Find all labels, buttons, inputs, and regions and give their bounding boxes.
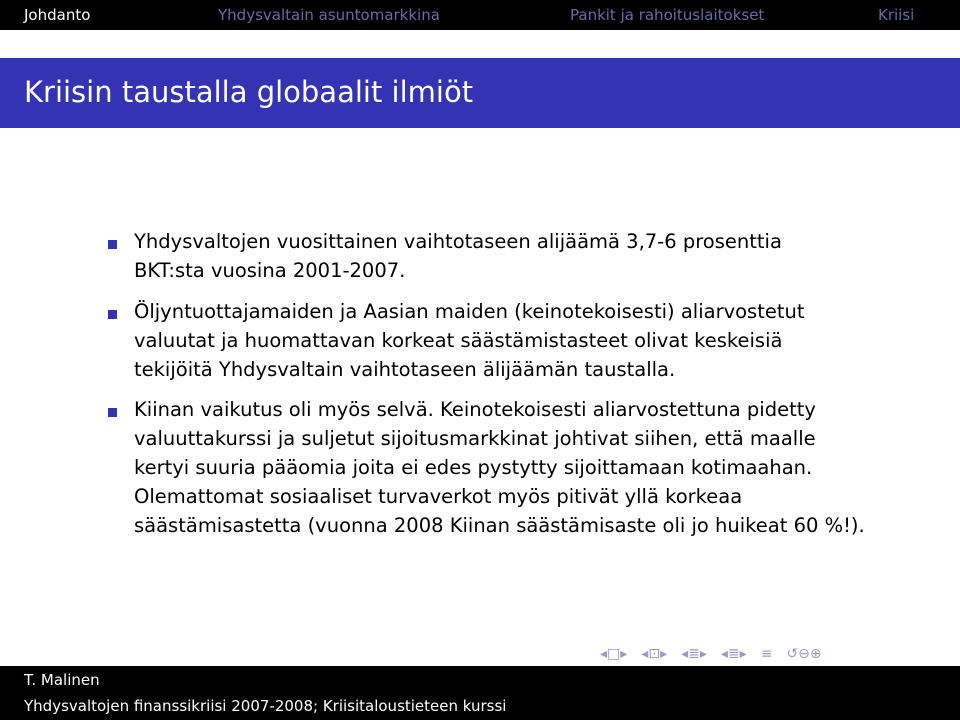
beamer-navigation-symbols	[600, 645, 822, 663]
subsection-prev-icon[interactable]: ◂	[641, 646, 649, 662]
part-prev-icon[interactable]: ◂	[720, 646, 728, 662]
footer-title-bar	[0, 694, 960, 720]
nav-item-pankit[interactable]: Pankit ja rahoituslaitokset	[570, 6, 765, 24]
subsection-next-icon[interactable]: ▸	[660, 646, 668, 662]
frame-next-icon[interactable]: ▸	[620, 646, 628, 662]
bullet-2-line-3: tekijöitä Yhdysvaltain vaihtotaseen älijäämän taustalla.	[134, 358, 676, 381]
bullet-1-line-1: Yhdysvaltojen vuosittainen vaihtotaseen alijäämä 3,7-6 prosenttia	[134, 230, 782, 253]
footer-author-bar	[0, 666, 960, 694]
bullet-3-line-4: Olemattomat sosiaaliset turvaverkot myös pitivät yllä korkeaa	[134, 485, 743, 508]
frame-title-bar	[0, 58, 960, 128]
nav-item-kriisi[interactable]: Kriisi	[878, 6, 915, 24]
search-zoom-icon[interactable]: ↺⊖⊕	[786, 646, 822, 662]
part-next-icon[interactable]: ▸	[739, 646, 747, 662]
document-icon[interactable]: ≡	[760, 646, 773, 662]
bullet-2-line-2: valuutat ja huomattavan korkeat säästämistasteet olivat keskeisiä	[134, 329, 783, 352]
bullet-1-line-2: BKT:sta vuosina 2001-2007.	[134, 259, 406, 282]
bullet-square-icon	[108, 310, 117, 319]
subsection-icon[interactable]: ⊡	[648, 646, 661, 662]
section-prev-icon[interactable]: ◂	[681, 646, 689, 662]
footer-title: Yhdysvaltojen finanssikriisi 2007-2008; Kriisitaloustieteen kurssi	[24, 697, 507, 715]
bullet-square-icon	[108, 408, 117, 417]
nav-item-asuntomarkkina[interactable]: Yhdysvaltain asuntomarkkina	[218, 6, 440, 24]
bullet-3-line-1: Kiinan vaikutus oli myös selvä. Keinotekoisesti aliarvostettuna pidetty	[134, 398, 816, 421]
section-navigation-bar	[0, 0, 960, 30]
bullet-3-line-3: kertyi suuria pääomia joita ei edes pystytty sijoittamaan kotimaahan.	[134, 456, 813, 479]
bullet-3-line-5: säästämisastetta (vuonna 2008 Kiinan säästämisaste oli jo huikeat 60 %!).	[134, 514, 865, 537]
bullet-square-icon	[108, 240, 117, 249]
bullet-2-line-1: Öljyntuottajamaiden ja Aasian maiden (keinotekoisesti) aliarvostetut	[134, 300, 805, 323]
bullet-3-line-2: valuuttakurssi ja suljetut sijoitusmarkkinat johtivat siihen, että maalle	[134, 427, 816, 450]
frame-icon[interactable]: □	[607, 646, 621, 662]
section-next-icon[interactable]: ▸	[699, 646, 707, 662]
footer-author: T. Malinen	[24, 671, 100, 689]
nav-item-johdanto[interactable]: Johdanto	[24, 6, 91, 24]
section-icon[interactable]: ≣	[688, 646, 700, 662]
part-icon[interactable]: ≣	[727, 646, 740, 662]
frame-prev-icon[interactable]: ◂	[600, 646, 608, 662]
frame-title: Kriisin taustalla globaalit ilmiöt	[24, 75, 474, 109]
